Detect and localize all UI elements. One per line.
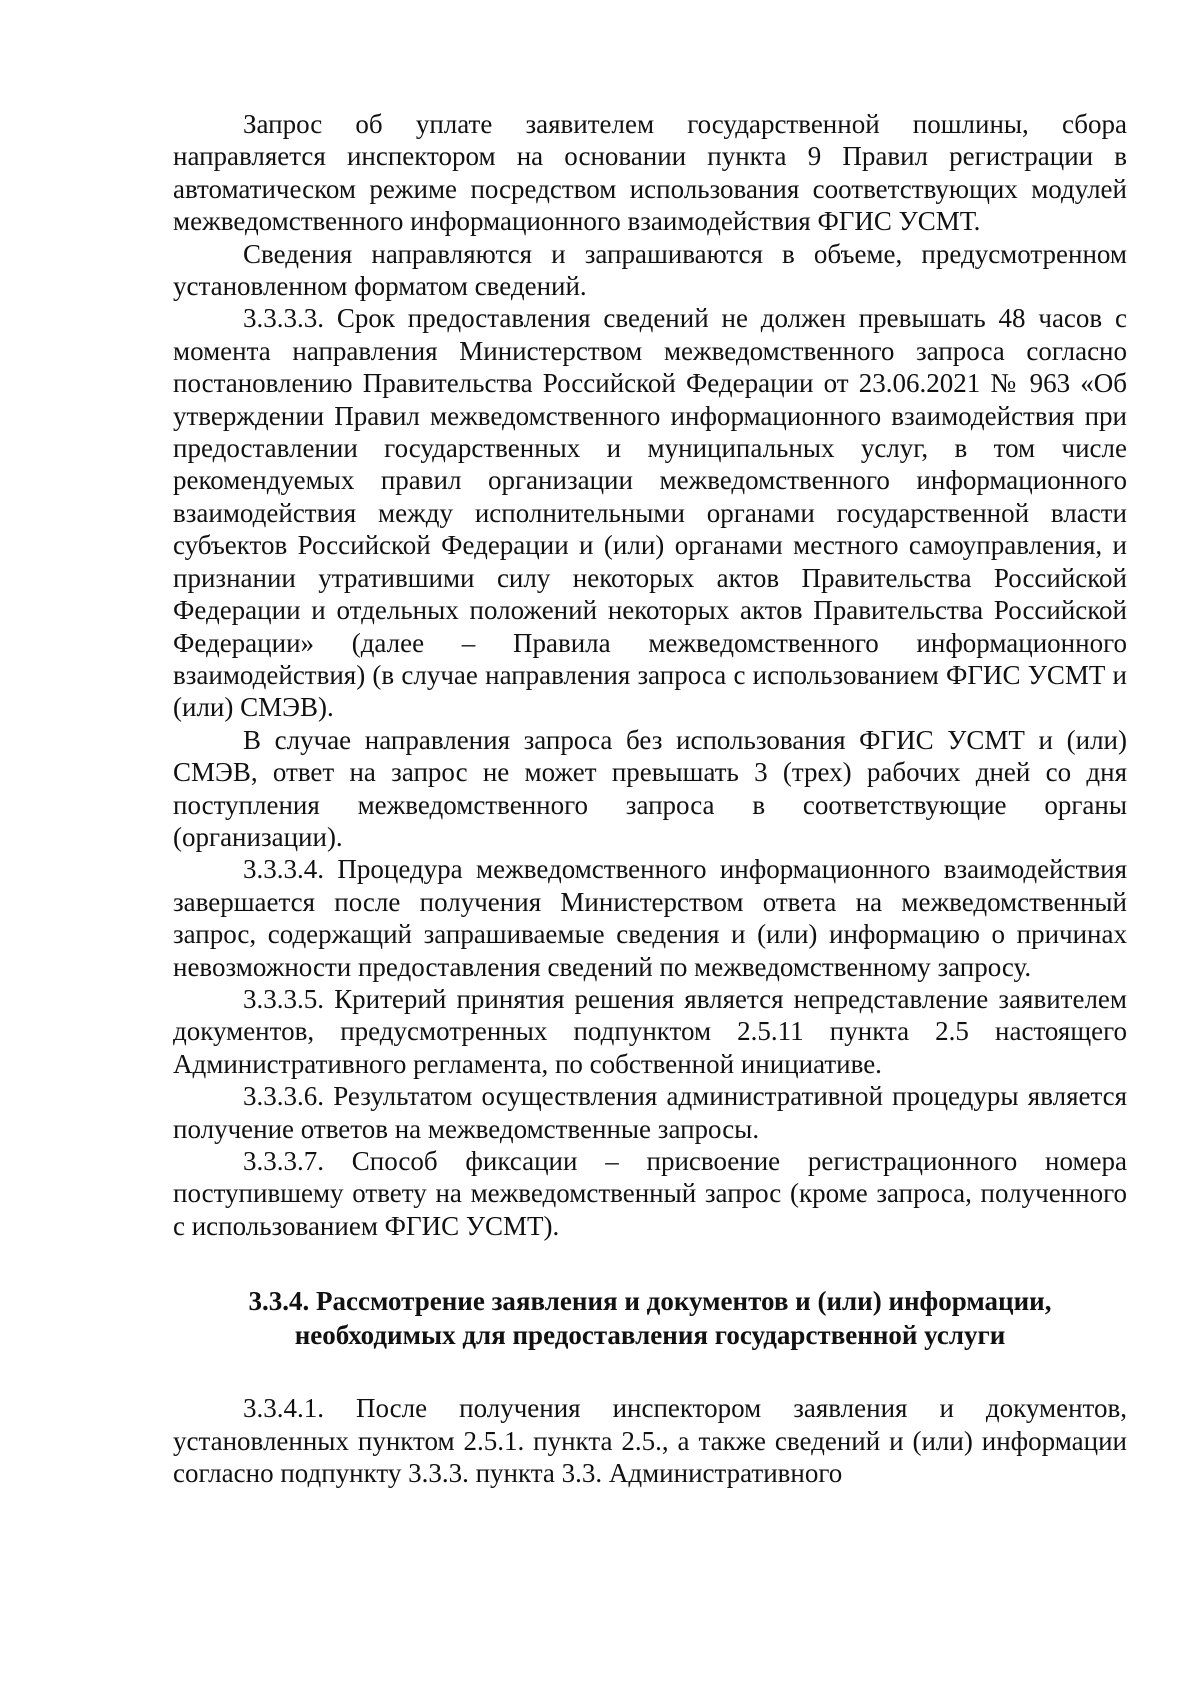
paragraph: 3.3.3.4. Процедура межведомственного информационного взаимодействия завершается после получения Министерством ответа на межведомственный запрос, содержащий запрашиваемые сведения и (или) информацию о причинах невозможности предоставления сведений по межведомственному запросу. bbox=[173, 854, 1127, 982]
section-heading-line: 3.3.4. Рассмотрение заявления и документов и (или) информации, bbox=[248, 1286, 1052, 1317]
paragraph: 3.3.3.7. Способ фиксации – присвоение регистрационного номера поступившему ответу на межведомственный запрос (кроме запроса, полученного с использованием ФГИС УСМТ). bbox=[173, 1146, 1127, 1241]
paragraph: Запрос об уплате заявителем государственной пошлины, сбора направляется инспектором на основании пункта 9 Правил регистрации в автоматическом режиме посредством использования соответствующих модулей межведомственного информационного взаимодействия ФГИС УСМТ. bbox=[173, 109, 1127, 237]
section-heading bbox=[173, 1284, 1127, 1352]
paragraph: 3.3.3.3. Срок предоставления сведений не должен превышать 48 часов с момента направления Министерством межведомственного запроса согласно постановлению Правительства Российской Федерации от 23.06.2021 № 963 «Об утверждении Правил межведомственного информационного взаимодействия при предоставлении государственных и муниципальных услуг, в том числе рекомендуемых правил организации межведомственного информационного взаимодействия между исполнительными органами государственной власти субъектов Российской Федерации и (или) органами местного самоуправления, и признании утратившими силу некоторых актов Правительства Российской Федерации и отдельных положений некоторых актов Правительства Российской Федерации» (далее – Правила межведомственного информационного взаимодействия) (в случае направления запроса с использованием ФГИС УСМТ и (или) СМЭВ). bbox=[173, 303, 1127, 723]
section-heading-line: необходимых для предоставления государственной услуги bbox=[294, 1320, 1006, 1351]
paragraph: 3.3.3.5. Критерий принятия решения является непредставление заявителем документов, предусмотренных подпунктом 2.5.11 пункта 2.5 настоящего Административного регламента, по собственной инициативе. bbox=[173, 983, 1127, 1079]
paragraph: Сведения направляются и запрашиваются в объеме, предусмотренном установленном форматом сведений. bbox=[173, 238, 1127, 302]
paragraph: В случае направления запроса без использования ФГИС УСМТ и (или) СМЭВ, ответ на запрос не может превышать 3 (трех) рабочих дней со дня поступления межведомственного запроса в соответствующие органы (организации). bbox=[173, 724, 1127, 852]
paragraph: 3.3.4.1. После получения инспектором заявления и документов, установленных пунктом 2.5.1. пункта 2.5., а также сведений и (или) информации согласно подпункту 3.3.3. пункта 3.3. Административного bbox=[173, 1393, 1127, 1489]
paragraph: 3.3.3.6. Результатом осуществления административной процедуры является получение ответов на межведомственные запросы. bbox=[173, 1081, 1127, 1144]
document-page bbox=[173, 108, 1127, 1489]
